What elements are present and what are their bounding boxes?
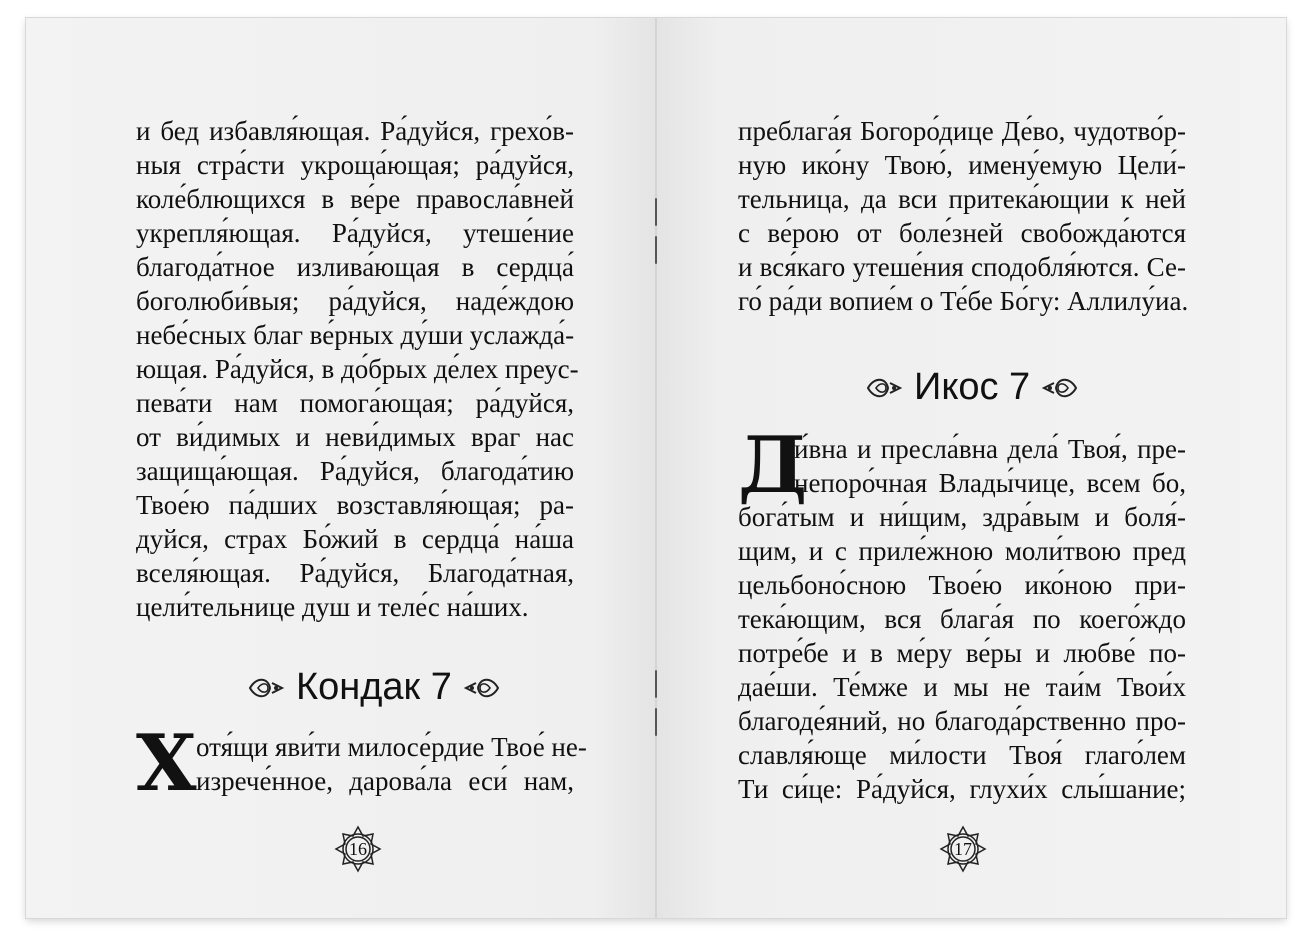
text-line: пева́ти нам помога́ющая; ра́дуйся, [136,388,574,418]
text-line: ющая. Ра́дуйся, в до́брых де́лех преус- [136,354,579,384]
text-line: с ве́рою от боле́зней свобожда́ются [738,218,1186,248]
text-line: ныя стра́сти укроща́ющая; ра́дуйся, [136,150,574,180]
text-line: и́вна и пресла́вна дела́ Твоя́, пре- [794,434,1186,464]
ikos-title: Икос 7 [914,366,1031,408]
right-page-body [738,114,1189,318]
page-number-text: 17 [954,838,972,859]
text-line: преблага́я Богоро́дице Де́во, чудотво́р- [738,116,1186,146]
left-heading [246,666,502,709]
booklet-spread [26,18,1286,918]
dropcap-de: Д [738,420,808,511]
text-line: укрепля́ющая. Ра́дуйся, утеше́ние [136,218,574,248]
right-ornament-icon [462,675,502,701]
text-line: коле́блющихся в ве́ре правосла́вней [136,184,574,214]
text-line: цели́тельнице душ и теле́с на́ших. [136,592,529,622]
dropcap-kh: Х [136,718,197,809]
text-line: отя́щи яви́ти милосе́рдие Твое́ не- [196,732,587,762]
text-line: вселя́ющая. Ра́дуйся, Благода́тная, [136,558,574,588]
text-line: Твое́ю па́дших возставля́ющая; ра- [136,490,574,520]
spine-gutter [655,18,657,918]
text-line: го́ ра́ди вопие́м о Те́бе Бо́гу: Аллилу́иа. [738,286,1189,316]
text-line: от ви́димых и неви́димых враг нас [136,422,574,452]
page-number-text: 16 [349,838,367,859]
right-heading [864,366,1080,409]
text-line: защища́ющая. Ра́дуйся, благода́тию [136,456,574,486]
text-line: Ти си́це: Ра́дуйся, глухи́х слы́шание; [738,774,1186,804]
left-ornament-icon [246,675,286,701]
text-line: ную ико́ну Твою́, имену́емую Цели́- [738,150,1186,180]
text-line: изрече́нное, дарова́ла еси́ нам, [196,766,574,796]
right-page [656,18,1286,918]
text-line: славля́юще ми́лости Твоя́ глаго́лем [738,740,1186,770]
text-line: щим, и с приле́жною моли́твою пред [738,536,1186,566]
page-number-16 [333,824,383,874]
left-page [26,18,656,918]
text-line: потре́бе и в ме́ру ве́ры и любве́ по- [738,638,1186,668]
right-ornament-icon [1040,375,1080,401]
text-line: тельница, да вси притека́ющии к ней [738,184,1186,214]
left-ornament-icon [864,375,904,401]
kondak-paragraph [136,718,587,809]
page-number-17 [938,824,988,874]
staple-top [652,198,660,266]
text-line: дае́ши. Те́мже и мы не таи́м Твои́х [738,672,1186,702]
left-page-body [136,114,579,624]
ikos-paragraph [738,420,1186,806]
text-line: бога́тым и ни́щим, здра́вым и боля́- [738,502,1186,532]
staple-bottom [652,670,660,738]
text-line: небе́сных благ ве́рных ду́ши услажда́- [136,320,575,350]
text-line: цельбоно́сною Твое́ю ико́ною при- [738,570,1186,600]
kondak-title: Кондак 7 [296,666,452,708]
text-line: и вся́каго утеше́ния сподобля́ются. Се- [738,252,1186,282]
text-line: тека́ющим, вся блага́я по коего́ждо [738,604,1186,634]
text-line: боголюби́выя; ра́дуйся, наде́ждою [136,286,574,316]
text-line: непоро́чная Влады́чице, всем бо, [794,468,1186,498]
text-line: и бед избавля́ющая. Ра́дуйся, грехо́в- [136,116,574,146]
text-line: дуйся, страх Бо́жий в сердца́ на́ша [136,524,574,554]
text-line: благоде́яний, но благода́рственно про- [738,706,1186,736]
text-line: благода́тное излива́ющая в сердца́ [136,252,574,282]
